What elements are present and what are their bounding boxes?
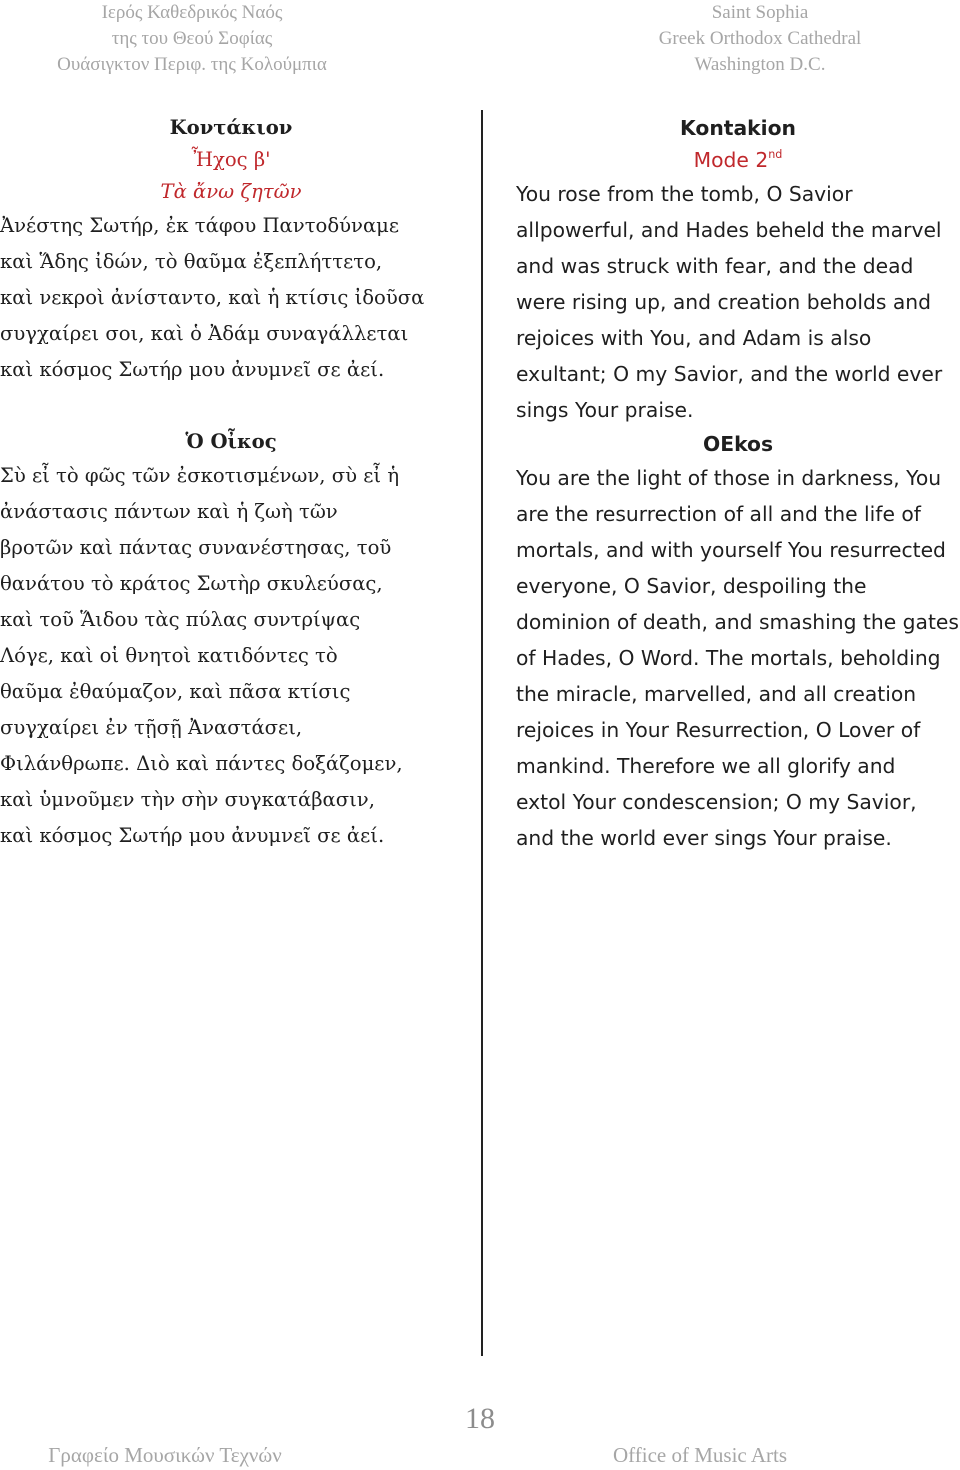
greek-oikos-line: θαῦμα ἐθαύμαζον, καὶ πᾶσα κτίσις [0,680,351,703]
greek-kontakion-melody: Τὰ ἄνω ζητῶν [160,180,302,203]
greek-kontakion-title: Κοντάκιον [169,116,293,139]
english-oikos-line: You are the light of those in darkness, You [516,466,942,490]
english-kontakion-mode [516,144,960,176]
greek-oikos-text [0,458,462,854]
english-kontakion-line: rejoices with You, and Adam is also [516,326,872,350]
greek-oikos-line: καὶ τοῦ Ἅιδου τὰς πύλας συντρίψας [0,608,361,631]
header-left-line: Ιερός Καθεδρικός Ναός [101,2,283,23]
header-right-line: Washington D.C. [694,54,826,75]
english-kontakion-line: sings Your praise. [516,398,694,422]
english-oikos-line: rejoices in Your Resurrection, O Lover of [516,718,921,742]
greek-column [0,112,462,854]
greek-kontakion-line: καὶ νεκροὶ ἀνίσταντο, καὶ ἡ κτίσις ἰδοῦσα [0,286,425,309]
english-kontakion-text [516,176,960,428]
english-oikos-line: are the resurrection of all and the life of [516,502,921,526]
english-oikos-line: everyone, O Savior, despoiling the [516,574,867,598]
header-right-line: Saint Sophia [711,2,809,23]
english-kontakion-line: You rose from the tomb, O Savior [516,182,853,206]
english-kontakion-mode-text: Mode 2 [693,148,769,172]
english-kontakion-mode-ordinal: nd [768,148,783,162]
english-oikos-line: and the world ever sings Your praise. [516,826,892,850]
greek-oikos-line: Φιλάνθρωπε. Διὸ καὶ πάντες δοξάζομεν, [0,752,403,775]
english-kontakion-line: exultant; O my Savior, and the world ever [516,362,943,386]
greek-oikos-line: βροτῶν καὶ πάντας συνανέστησας, τοῦ [0,536,392,559]
page-number: 18 [465,1402,495,1435]
english-oikos-title: OEkos [702,432,774,456]
greek-oikos-line: καὶ ὑμνοῦμεν τὴν σὴν συγκατάβασιν, [0,788,375,811]
greek-oikos-line: Λόγε, καὶ οἱ θνητοὶ κατιδόντες τὸ [0,644,338,667]
english-kontakion-line: and was struck with fear, and the dead [516,254,914,278]
column-divider [481,110,483,1356]
english-column [516,112,960,856]
header-left [0,0,384,78]
english-kontakion-line: allpowerful, and Hades beheld the marvel [516,218,942,242]
english-kontakion-line: were rising up, and creation beholds and [516,290,931,314]
header-left-line: της του Θεού Σοφίας [111,28,273,49]
footer-right: Office of Music Arts [613,1443,787,1467]
greek-kontakion-mode: Ἦχος β' [191,148,271,171]
greek-kontakion-line: συγχαίρει σοι, καὶ ὁ Ἀδάμ συναγάλλεται [0,322,409,345]
english-kontakion-title: Kontakion [680,116,796,140]
greek-oikos-line: ἀνάστασις πάντων καὶ ἡ ζωὴ τῶν [0,500,338,523]
greek-kontakion-line: Ἀνέστης Σωτήρ, ἐκ τάφου Παντοδύναμε [0,214,400,237]
english-oikos-text [516,460,960,856]
greek-kontakion-text [0,208,462,388]
header-right-line: Greek Orthodox Cathedral [658,28,862,49]
english-oikos-line: extol Your condescension; O my Savior, [516,790,917,814]
footer-left: Γραφείο Μουσικών Τεχνών [48,1443,282,1467]
english-oikos-line: of Hades, O Word. The mortals, beholding [516,646,941,670]
header-left-line: Ουάσιγκτον Περιφ. της Κολούμπια [57,54,327,75]
header-right [570,0,950,78]
english-oikos-line: the miracle, marvelled, and all creation [516,682,917,706]
greek-oikos-line: συγχαίρει ἐν τῇσῇ Ἀναστάσει, [0,716,303,739]
greek-kontakion-line: καὶ κόσμος Σωτήρ μου ἀνυμνεῖ σε ἀεί. [0,358,385,381]
greek-oikos-line: θανάτου τὸ κράτος Σωτὴρ σκυλεύσας, [0,572,383,595]
greek-oikos-line: Σὺ εἶ τὸ φῶς τῶν ἐσκοτισμένων, σὺ εἶ ἡ [0,464,400,487]
english-oikos-line: dominion of death, and smashing the gates [516,610,959,634]
greek-oikos-line: καὶ κόσμος Σωτήρ μου ἀνυμνεῖ σε ἀεί. [0,824,385,847]
greek-oikos-title: Ὁ Οἶκος [185,430,277,453]
english-oikos-line: mankind. Therefore we all glorify and [516,754,896,778]
greek-kontakion-line: καὶ Ἅδης ἰδών, τὸ θαῦμα ἐξεπλήττετο, [0,250,383,273]
english-oikos-line: mortals, and with yourself You resurrected [516,538,946,562]
